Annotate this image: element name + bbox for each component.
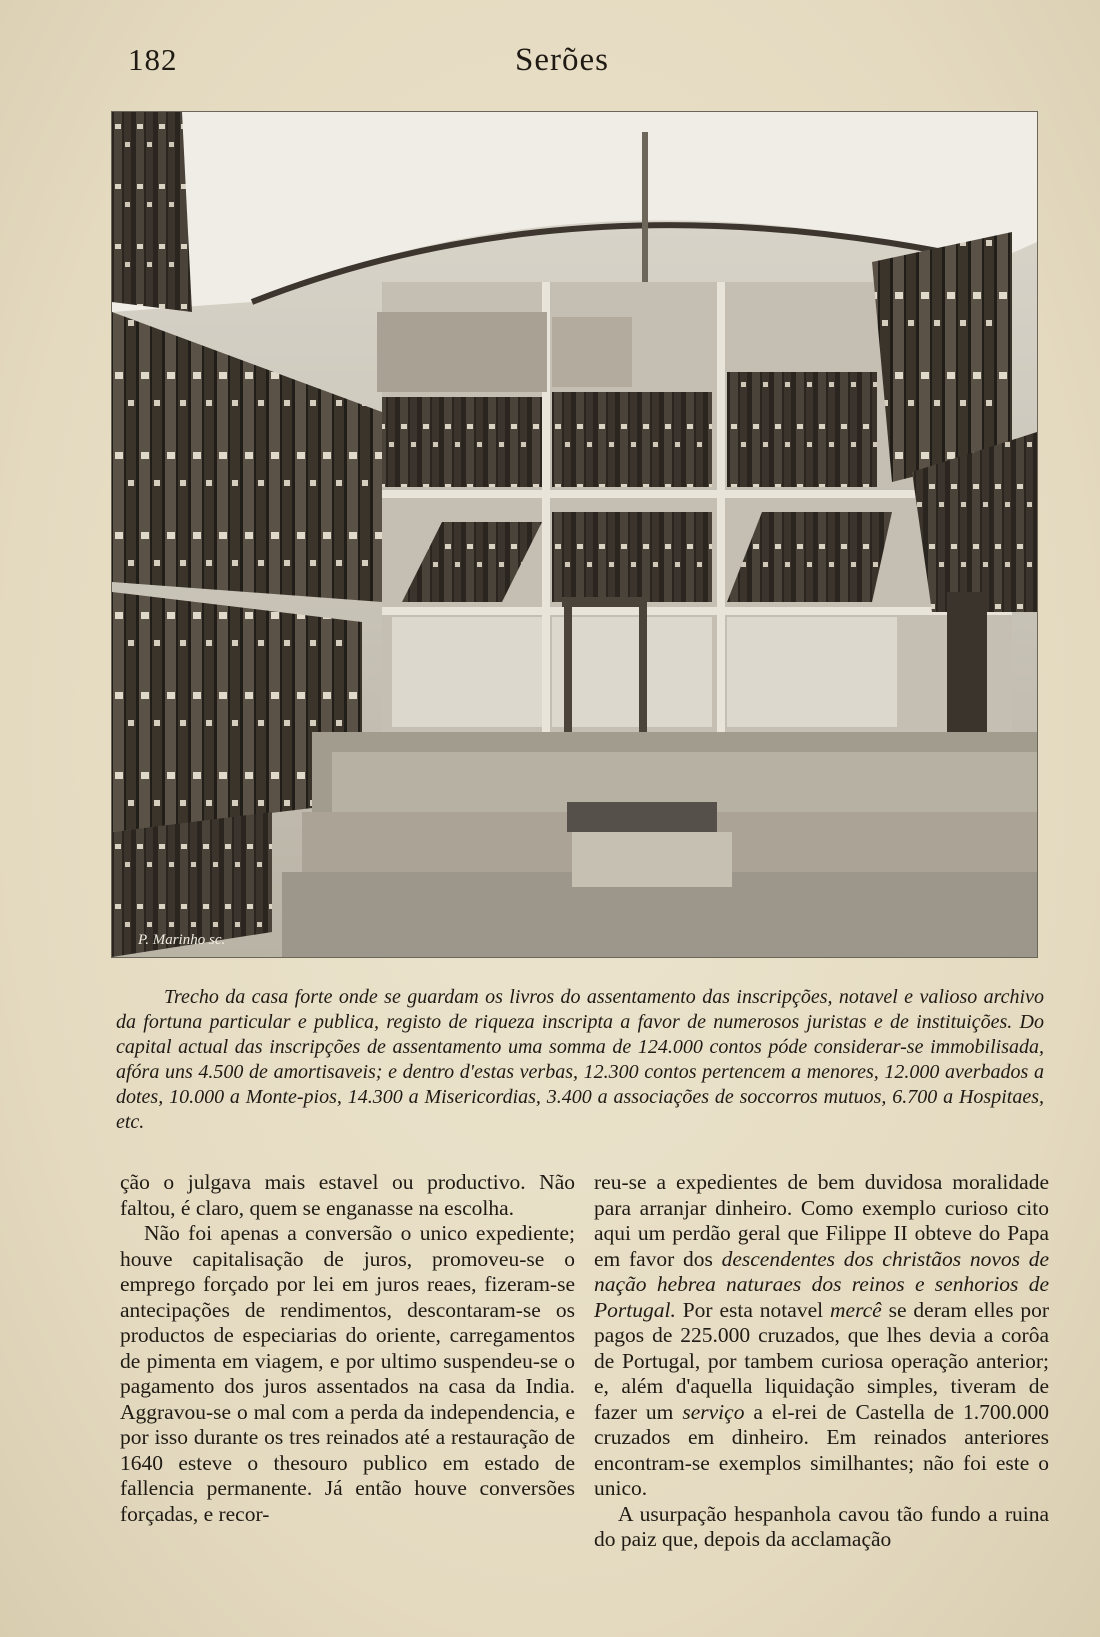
italic-run: mercê xyxy=(830,1297,882,1322)
italic-run: serviço xyxy=(682,1399,745,1424)
engraver-signature: P. Marinho sc. xyxy=(138,932,226,948)
paragraph: Não foi apenas a conversão o unico expediente; houve capitalisação de juros, promoveu-se o emprego forçado por lei em juros reaes, fizeram-se antecipações de rendimentos, descontaram-se os productos de especiarias do oriente, carregamentos de pimenta em viagem, e por ultimo suspendeu-se o pagamento dos juros assentados na casa da India. Aggravou-se o mal com a perda da independencia, e por isso durante os tres reinados até a restauração de 1640 esteve o thesouro publico em estado de fallencia permanente. Já então houve conversões forçadas, e recor- xyxy=(120,1221,575,1526)
text-run: a el-rei de Castella de 1.700.000 cruzados em dinheiro. Em reinados anteriores encontram-se exemplos similhantes; não foi este o unico. xyxy=(594,1399,1049,1500)
paragraph xyxy=(594,1170,1049,1502)
archive-room-photo xyxy=(112,112,1037,957)
photo-illustration xyxy=(112,112,1037,957)
text-column-left xyxy=(120,1170,575,1527)
page-number: 182 xyxy=(128,42,178,77)
italic-run: descendentes dos christãos novos de nação hebrea naturaes dos reinos e senhorios de Portugal. xyxy=(594,1246,1049,1322)
text-column-right xyxy=(594,1170,1049,1553)
text-run: Por esta notavel xyxy=(675,1297,830,1322)
text-run: se deram elles por pagos de 225.000 cruzados, que lhes devia a corôa de Portugal, por tambem curiosa operação anterior; e, além d'aquella liquidação simples, tiveram de fazer um xyxy=(594,1297,1050,1424)
text-run: reu-se a expedientes de bem duvidosa moralidade para arranjar dinheiro. Como exemplo curioso cito aqui um perdão geral que Filippe II obteve do Papa em favor dos xyxy=(594,1170,1049,1271)
figure-caption: Trecho da casa forte onde se guardam os livros do assentamento das inscripções, notavel e valioso archivo da fortuna particular e publica, registo de riqueza inscripta a favor de numerosos juristas e de instituições. Do capital actual das inscripções de assentamento uma somma de 124.000 contos póde considerar-se immobilisada, afóra uns 4.500 de amortisaveis; e dentro d'estas verbas, 12.300 contos pertencem a menores, 12.000 averbados a dotes, 10.000 a Monte-pios, 14.300 a Misericordias, 3.400 a associações de soccorros mutuos, 6.700 a Hospitaes, etc. xyxy=(116,986,1044,1133)
running-title: Serões xyxy=(515,42,609,78)
paragraph: A usurpação hespanhola cavou tão fundo a ruina do paiz que, depois da acclamação xyxy=(594,1501,1049,1551)
paragraph: ção o julgava mais estavel ou productivo. Não faltou, é claro, quem se enganasse na escolha. xyxy=(120,1170,575,1220)
